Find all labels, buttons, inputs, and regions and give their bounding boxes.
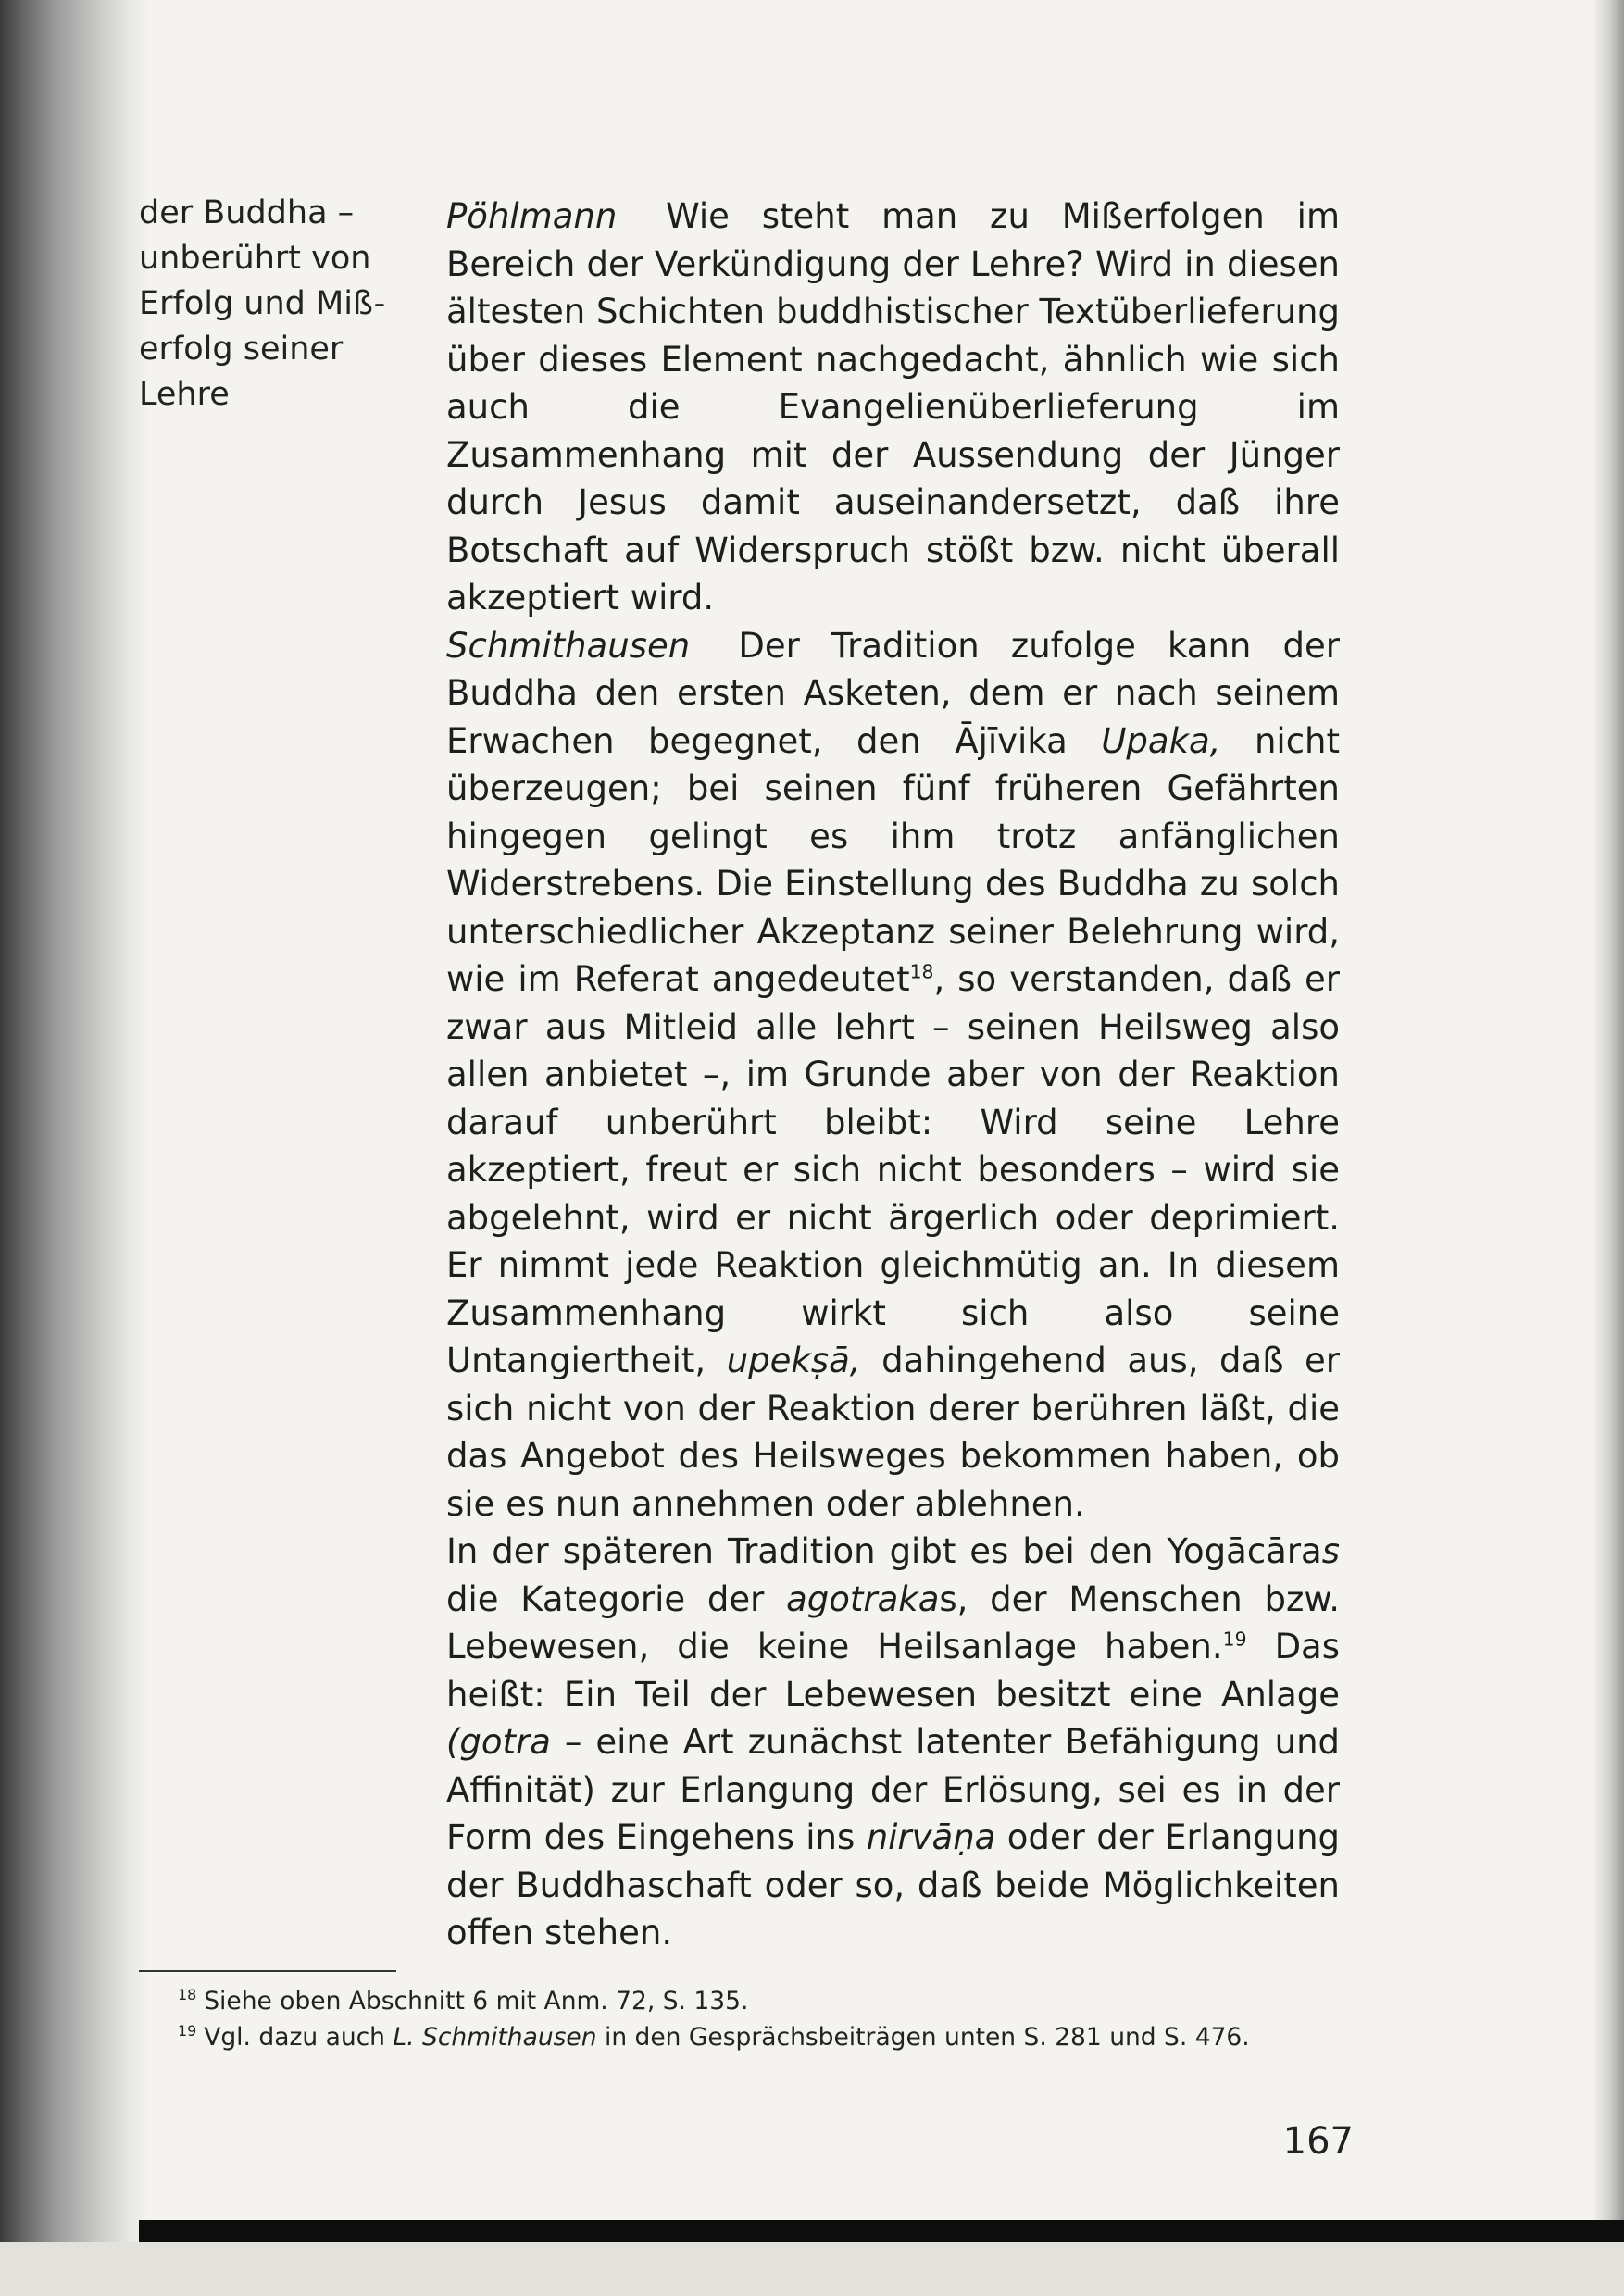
term-agotraka: agotraka [786, 1578, 940, 1619]
paragraph-text: Wie steht man zu Mißerfolgen im Bereich der Verkündigung der Lehre? Wird in diesen ältesten Schichten buddhistischer Textüberlieferung über dieses Element nachgedacht, ähnlich wie sich auch die Evangelienüberlieferung im Zusammenhang mit der Aussendung der Jünger durch Jesus damit auseinandersetzt, daß ihre Botschaft auf Widerspruch stößt bzw. nicht überall akzeptiert wird. [446, 196, 1340, 618]
scan-right-edge [1593, 0, 1624, 2296]
term-gotra: (gotra [446, 1722, 551, 1762]
paragraph-text: , so verstanden, daß er zwar aus Mitleid alle lehrt – seinen Heilsweg also allen anbietet –, im Grunde aber von der Reaktion darauf unberührt bleibt: Wird seine Lehre akzeptiert, freut er sich nicht besonders – wird sie abgelehnt, wird er nicht ärgerlich oder deprimiert. Er nimmt jede Reaktion gleichmütig an. In diesem Zusammenhang wirkt sich also seine Untangiertheit, [446, 959, 1340, 1380]
speaker-name: Schmithausen [446, 625, 691, 666]
paragraph-text: Der Tradition zufolge kann der Buddha den ersten Asketen, dem er nach seinem Erwachen begegnet, den Ājīvika [446, 625, 1340, 761]
footnote-number: 19 [178, 2022, 197, 2040]
body-text [446, 193, 1340, 1957]
margin-note-line: Erfolg und Miß- [139, 285, 386, 322]
footnote-18 [178, 1983, 1381, 2019]
scan-bottom-bar [139, 2220, 1624, 2242]
paragraph-schmithausen [446, 622, 1340, 1529]
footnotes [178, 1983, 1381, 2055]
margin-note-line: der Buddha – [139, 194, 355, 231]
paragraph-text: – eine Art zunächst latenter Befähigung und Affinität) zur Erlangung der Erlösung, sei es in der Form des Eingehens ins [446, 1722, 1341, 1857]
margin-note [139, 191, 417, 418]
term-upeksa: upekṣā, [726, 1341, 861, 1380]
footnote-19 [178, 2019, 1381, 2055]
paragraph-yogacara [446, 1528, 1340, 1957]
paragraph-poehlmann [446, 193, 1340, 622]
paragraph-text: In der späteren Tradition gibt es bei den Yogācāra [446, 1531, 1322, 1571]
margin-note-line: Lehre [139, 376, 230, 413]
scan-gutter-shadow [0, 0, 148, 2296]
footnote-ref-19: 19 [1222, 1628, 1247, 1651]
page-number: 167 [1282, 2120, 1354, 2163]
paragraph-text: Das heißt: Ein Teil der Lebewesen besitzt eine Anlage [446, 1627, 1341, 1715]
term-plural-s: s [1321, 1531, 1340, 1571]
paragraph-text: s, der Menschen bzw. Lebewesen, die keine Heilsanlage haben. [446, 1578, 1340, 1666]
footnote-text: in den Gesprächsbeiträgen unten S. 281 und S. 476. [604, 2023, 1250, 2052]
term-upaka: Upaka, [1101, 720, 1221, 761]
footnote-author: L. Schmithausen [393, 2023, 597, 2052]
paragraph-text: die Kategorie der [446, 1578, 765, 1619]
footnote-text: Vgl. dazu auch [204, 2023, 385, 2052]
speaker-name: Pöhlmann [446, 196, 618, 236]
paragraph-text: oder der Erlangung der Buddhaschaft oder so, daß beide Möglichkeiten offen stehen. [446, 1817, 1341, 1953]
paragraph-text: nicht überzeugen; bei seinen fünf früheren Gefährten hingegen gelingt es ihm trotz anfänglichen Widerstrebens. Die Einstellung des Buddha zu solch unterschiedlicher Akzeptanz seiner Belehrung wird, wie im Referat angedeutet [446, 720, 1340, 999]
footnote-divider [139, 1970, 396, 1972]
footnote-text: Siehe oben Abschnitt 6 mit Anm. 72, S. 135. [204, 1987, 749, 2015]
footnote-number: 18 [178, 1986, 197, 2004]
paragraph-text: dahingehend aus, daß er sich nicht von der Reaktion derer berühren läßt, die das Angebot des Heilsweges bekommen haben, ob sie es nun annehmen oder ablehnen. [446, 1341, 1340, 1524]
footnote-ref-18: 18 [909, 960, 934, 983]
term-nirvana: nirvāṇa [866, 1817, 996, 1857]
margin-note-line: unberührt von [139, 240, 371, 277]
scan-bottom-strip [0, 2242, 1624, 2296]
margin-note-line: erfolg seiner [139, 331, 344, 368]
